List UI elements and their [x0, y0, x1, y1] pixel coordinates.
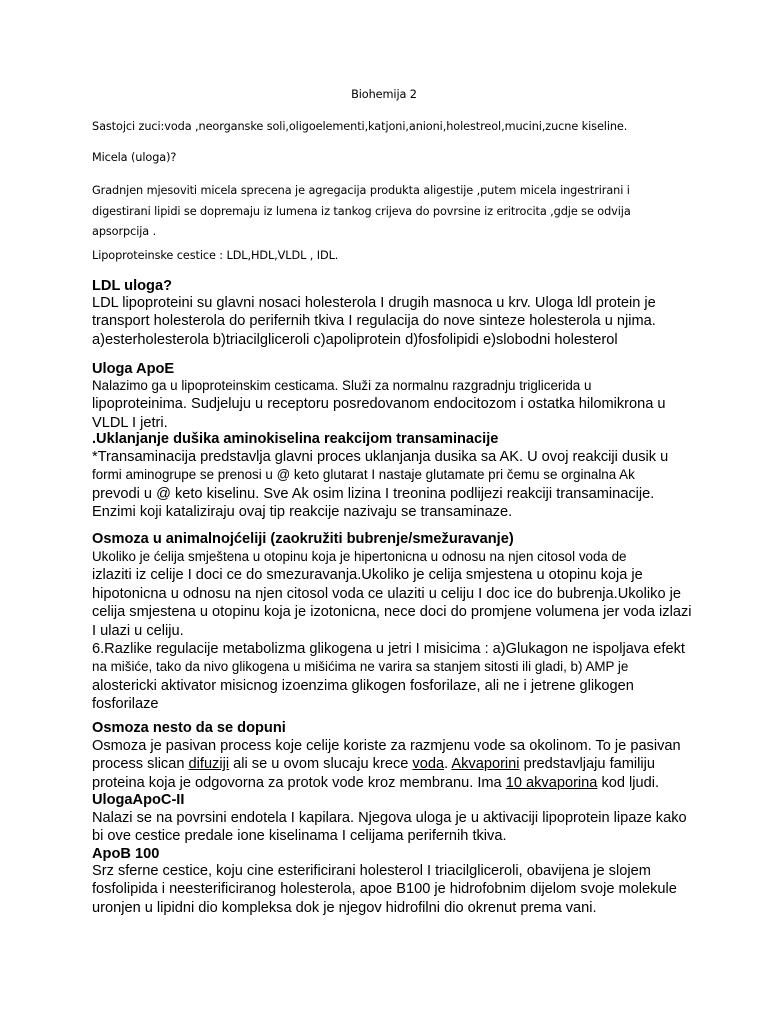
section-apob100-body: [92, 862, 712, 917]
heading-transamination: .Uklanjanje dušika aminokiselina reakcijom transaminacije: [92, 431, 499, 447]
heading-osmosis-supplement: Osmoza nesto da se dopuni: [92, 720, 286, 736]
section-apoe-body: [92, 377, 712, 432]
section-osmosis-body: [92, 548, 712, 714]
paragraph-bile-components: Sastojci zuci:voda ,neorganske soli,oligoelementi,katjoni,anioni,holestreol,mucini,zucne kiseline.: [92, 120, 628, 133]
heading-ldl: LDL uloga?: [92, 278, 172, 294]
heading-apoc2: UlogaApoC-II: [92, 792, 185, 808]
text-line: fosforilaze: [92, 696, 159, 713]
underlined-term: difuziji: [188, 756, 230, 773]
text-line: hipotonicna u odnosu na njen citosol voda ce ulaziti u celiju I doc ice do bubrenja.Ukoliko je: [92, 585, 681, 602]
text-line: celija smjestena u otopinu koja je izotonicna, nece doci do promjene volumena jer voda izlazi: [92, 604, 692, 621]
text-span: proteina koja je odgovorna za protok vode kroz membranu. Ima: [92, 774, 506, 791]
text-line: LDL lipoproteini su glavni nosaci holesterola I drugih masnoca u krv. Uloga ldl protein je: [92, 295, 656, 311]
section-transamination-body: [92, 448, 712, 522]
text-line: VLDL I jetri.: [92, 414, 168, 431]
heading-osmosis-animal-cell: Osmoza u animalnojćeliji (zaokružiti bubrenje/smežuravanje): [92, 531, 514, 547]
section-ldl-body: [92, 294, 712, 349]
text-span: kod ljudi.: [597, 774, 660, 791]
section-apoc2-body: [92, 809, 712, 846]
text-line: fosfolipida i neesterificiranog holesterola, apoe B100 je hidrofobnim dijelom svoje molekule: [92, 881, 677, 898]
text-line: prevodi u @ keto kiselinu. Sve Ak osim lizina I treonina podlijezi reakciji transaminacije.: [92, 485, 655, 502]
text-line: izlaziti iz celije I doci ce do smezuravanja.Ukoliko je celija smjestena u otopinu koja je: [92, 567, 643, 584]
text-line: [92, 755, 712, 773]
text-line: Srz sferne cestice, koju cine esterificirani holesterol I triacilgliceroli, obavijena je slojem: [92, 863, 651, 879]
document-title: Biohemija 2: [351, 88, 417, 101]
text-line: formi aminogrupe se prenosi u @ keto glutarat I nastaje glutamate pri čemu se orginalna Ak: [92, 467, 635, 483]
text-line: transport holesterola do perifernih tkiva I regulacija do nove sinteze holesterola u njima.: [92, 313, 656, 330]
text-line: Nalazi se na povrsini endotela I kapilara. Njegova uloga je u aktivaciji lipoprotein lipaze kako: [92, 810, 687, 826]
text-line: Osmoza je pasivan process koje celije koriste za razmjenu vode sa okolinom. To je pasivan: [92, 738, 681, 754]
text-line: *Transaminacija predstavlja glavni proces uklanjanja dusika sa AK. U ovoj reakciji dusik u: [92, 449, 669, 465]
underlined-term: 10 akvaporina: [505, 774, 598, 791]
paragraph-micelle-question: Micela (uloga)?: [92, 151, 177, 164]
underlined-term: Akvaporini: [451, 756, 520, 773]
paragraph-micelle-answer: [92, 181, 712, 243]
text-line: apsorpcija .: [92, 225, 157, 238]
text-span: .: [444, 756, 452, 773]
text-line: 6.Razlike regulacije metabolizma glikogena u jetri I misicima : a)Glukagon ne ispoljava efekt: [92, 641, 685, 658]
text-line: digestirani lipidi se dopremaju iz lumena iz tankog crijeva do povrsine iz eritrocita ,gdje se odvija: [92, 204, 631, 218]
text-span: process slican: [92, 756, 189, 773]
text-line: lipoproteinima. Sudjeluju u receptoru posredovanom endocitozom i ostatka hilomikrona u: [92, 396, 666, 413]
text-line: bi ove cestice predale ione kiselinama I celijama perifernih tkiva.: [92, 828, 507, 845]
underlined-term: voda: [412, 756, 445, 773]
text-line: uronjen u lipidni dio kompleksa dok je njegov hidrofilni dio okrenut prema vani.: [92, 899, 597, 916]
section-osmosis-supplement-body: [92, 737, 712, 792]
text-line: Gradnjen mjesoviti micela sprecena je agregacija produkta aligestije ,putem micela ingestrirani i: [92, 184, 630, 197]
paragraph-lipoprotein-particles: Lipoproteinske cestice : LDL,HDL,VLDL , IDL.: [92, 249, 339, 262]
heading-apob100: ApoB 100: [92, 846, 160, 862]
text-line: na mišiće, tako da nivo glikogena u mišićima ne varira sa stanjem sitosti ili gladi, b) AMP je: [92, 659, 629, 675]
text-line: Ukoliko je ćelija smještena u otopinu koja je hipertonicna u odnosu na njen citosol voda de: [92, 549, 627, 564]
text-line: a)esterholesterola b)triacilgliceroli c)apoliprotein d)fosfolipidi e)slobodni holesterol: [92, 331, 618, 348]
text-span: predstavljaju familiju: [519, 756, 655, 773]
heading-apoe: Uloga ApoE: [92, 361, 175, 377]
text-span: ali se u ovom slucaju krece: [229, 756, 413, 773]
text-line: [92, 774, 712, 792]
text-line: Nalazimo ga u lipoproteinskim cesticama. Služi za normalnu razgradnju triglicerida u: [92, 378, 592, 393]
text-line: Enzimi koji kataliziraju ovaj tip reakcije nazivaju se transaminaze.: [92, 504, 513, 521]
text-line: I ulazi u celiju.: [92, 622, 184, 639]
text-line: alostericki aktivator misicnog izoenzima glikogen fosforilaze, ali ne i jetrene glikogen: [92, 677, 634, 694]
